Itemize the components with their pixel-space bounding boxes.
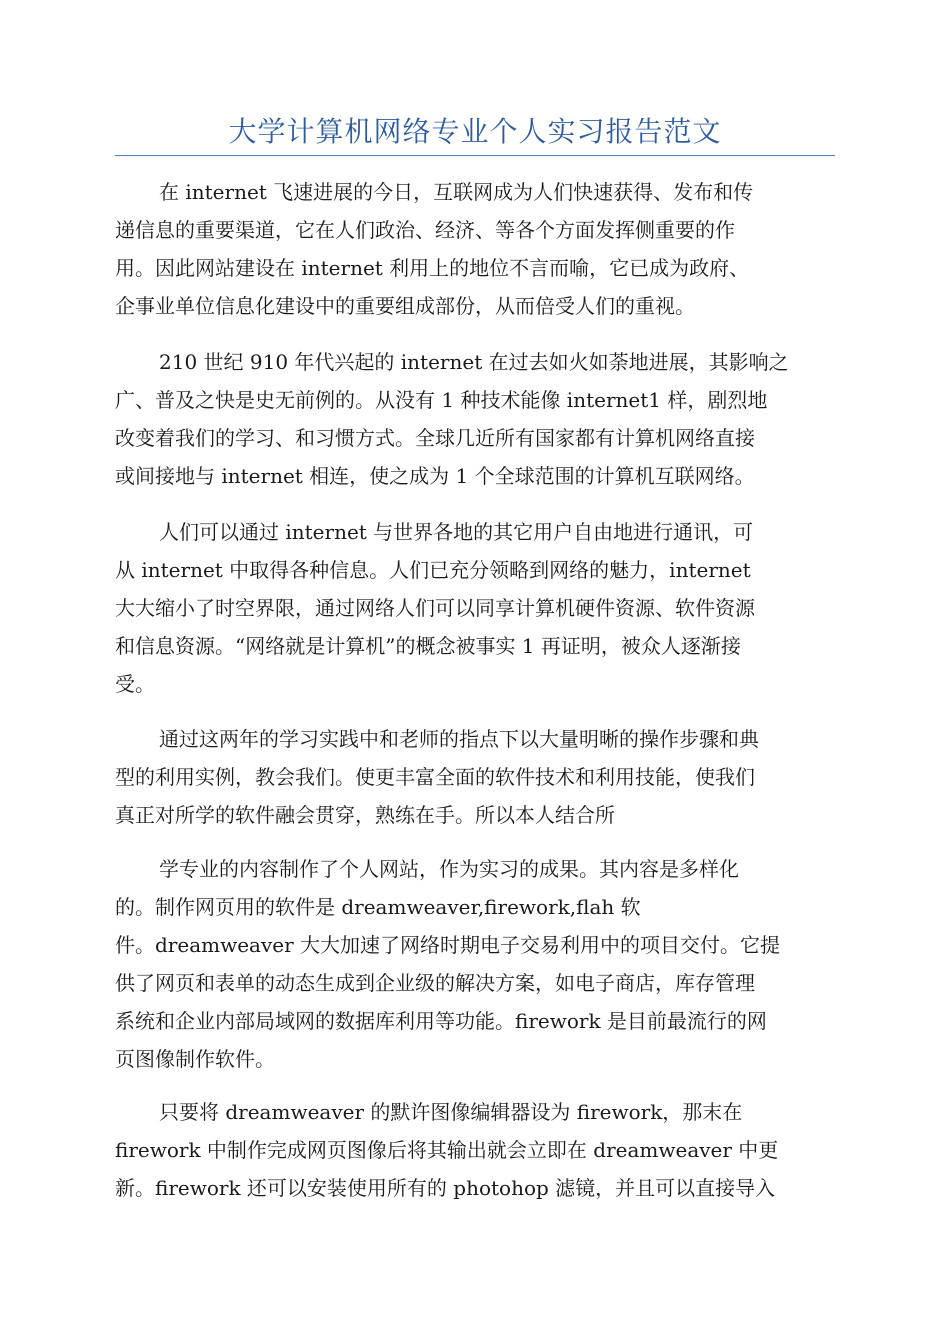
paragraph-2 <box>115 343 835 495</box>
text-line: 210 世纪 910 年代兴起的 internet 在过去如火如荼地进展，其影响之 <box>159 350 789 374</box>
document-title: 大学计算机网络专业个人实习报告范文 <box>228 115 722 148</box>
text-line: 型的利用实例，教会我们。使更丰富全面的软件技术和利用技能，使我们 <box>115 765 755 789</box>
text-line: 的。制作网页用的软件是 dreamweaver,firework,flah 软 <box>115 895 641 919</box>
text-line: firework 中制作完成网页图像后将其输出就会立即在 dreamweaver 中更 <box>115 1138 779 1162</box>
text-line: 改变着我们的学习、和习惯方式。全球几近所有国家都有计算机网络直接 <box>115 426 755 450</box>
text-line: 从 internet 中取得各种信息。人们已充分领略到网络的魅力，internet <box>115 558 751 582</box>
text-line: 通过这两年的学习实践中和老师的指点下以大量明晰的操作步骤和典 <box>159 727 759 751</box>
text-line: 学专业的内容制作了个人网站，作为实习的成果。其内容是多样化 <box>159 857 739 881</box>
text-line: 真正对所学的软件融会贯穿，熟练在手。所以本人结合所 <box>115 803 615 827</box>
text-line: 页图像制作软件。 <box>115 1047 275 1071</box>
text-line: 大大缩小了时空界限，通过网络人们可以同享计算机硬件资源、软件资源 <box>115 596 755 620</box>
text-line: 人们可以通过 internet 与世界各地的其它用户自由地进行通讯，可 <box>159 520 754 544</box>
text-line: 新。firework 还可以安装使用所有的 photohop 滤镜，并且可以直接导入 <box>115 1176 776 1200</box>
title-underline <box>115 155 835 156</box>
paragraph-4 <box>115 720 835 834</box>
text-line: 递信息的重要渠道，它在人们政治、经济、等各个方面发挥侧重要的作 <box>115 218 735 242</box>
paragraph-5 <box>115 850 835 1078</box>
paragraph-6 <box>115 1093 835 1207</box>
text-line: 件。dreamweaver 大大加速了网络时期电子交易利用中的项目交付。它提 <box>115 933 781 957</box>
text-line: 供了网页和表单的动态生成到企业级的解决方案，如电子商店，库存管理 <box>115 971 755 995</box>
text-line: 在 internet 飞速进展的今日，互联网成为人们快速获得、发布和传 <box>159 180 754 204</box>
text-line: 企事业单位信息化建设中的重要组成部份，从而倍受人们的重视。 <box>115 294 695 318</box>
text-line: 系统和企业内部局域网的数据库利用等功能。firework 是目前最流行的网 <box>115 1009 767 1033</box>
text-line: 只要将 dreamweaver 的默许图像编辑器设为 firework，那末在 <box>159 1100 743 1124</box>
text-line: 广、普及之快是史无前例的。从没有 1 种技术能像 internet1 样，剧烈地 <box>115 388 768 412</box>
text-line: 受。 <box>115 672 155 696</box>
text-line: 或间接地与 internet 相连，使之成为 1 个全球范围的计算机互联网络。 <box>115 464 755 488</box>
text-line: 和信息资源。“网络就是计算机”的概念被事实 1 再证明，被众人逐渐接 <box>115 634 741 658</box>
paragraph-3 <box>115 513 835 703</box>
paragraph-1 <box>115 173 835 325</box>
text-line: 用。因此网站建设在 internet 利用上的地位不言而喻，它已成为政府、 <box>115 256 750 280</box>
